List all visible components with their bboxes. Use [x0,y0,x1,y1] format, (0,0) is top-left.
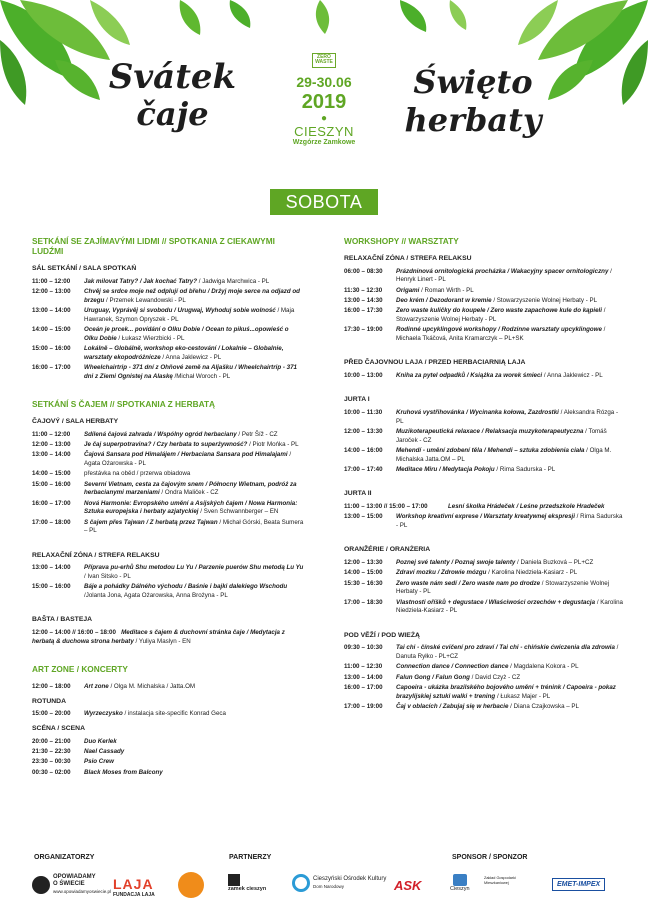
event-title: Muzikoterapeutická relaxace / Relaksacja muzykoterapeutyczna [396,428,584,435]
title-cz-line1: Svátek [108,57,237,97]
schedule-time: 10:00 – 11:30 [344,409,383,416]
partners-heading: PARTNERZY [229,854,272,861]
logo-opowiadamy [32,874,111,896]
schedule-time: 13:00 – 14:00 [344,673,383,681]
venue-heading: BAŠTA / BASTEJA [32,616,93,624]
event-title: Prázdninová ornitologická procházka / Wakacyjny spacer ornitologiczny [396,267,609,275]
schedule-desc [396,326,624,343]
venue-heading: ORANŽÉRIE / ORANŻERIA [344,546,431,554]
schedule-time: 16:00 – 17:00 [344,683,383,691]
event-title: S čajem přes Tajwan / Z herbatą przez Tajwan [84,518,218,526]
schedule-desc [84,583,304,600]
event-year: 2019 [301,91,347,113]
schedule-time: 17:00 – 17:40 [344,466,383,473]
event-title: Kniha za pytel odpadků / Książka za worek śmieci [396,372,543,379]
schedule-desc [396,599,624,616]
logo-url: www.opowiadamyoswiecie.pl [53,889,112,894]
schedule-row [32,519,304,536]
logo-text: zamek cieszyn [228,886,267,892]
schedule-time: 15:00 – 16:00 [32,345,71,352]
schedule-time: 17:00 – 18:30 [344,598,383,606]
schedule-desc [84,769,304,778]
event-host: / Petr Šíž - CZ [236,430,278,438]
schedule-desc [396,513,624,530]
schedule-desc [84,519,304,536]
schedule-time: 11:00 – 12:00 [32,430,71,438]
logo-text: Cieszyński Ośrodek Kultury [313,875,387,882]
schedule-row [32,564,304,581]
schedule-time: 17:00 – 18:00 [32,518,71,526]
schedule-row [32,629,304,646]
schedule-desc [84,564,304,581]
schedule-time: 15:30 – 16:30 [344,579,383,587]
event-host: / Stowarzyszenie Wolnej Herbaty - PL [491,297,598,304]
schedule-row [32,769,304,778]
event-title: Nová Harmonie: Evropského umění a Asijských čajem / Nowa Harmonia: Sztuka europejska i herbaty azjatyckiej [84,499,298,516]
venue-heading: RELAXAČNÍ ZÓNA / STREFA RELAKSU [32,551,160,559]
schedule-time: 20:00 – 21:00 [32,737,71,745]
grid-icon [228,874,240,886]
title-pl-line2: herbaty [404,101,542,139]
event-dates: 29-30.06 [296,74,352,90]
schedule-row [32,345,304,362]
schedule-row [344,372,624,381]
event-title: Oceán je prcek... povídání o Olku Dobie / Ocean to pikuś...opowieść o Olku Dobie [84,326,289,342]
logo-zamek [228,874,266,892]
schedule-desc [84,431,304,440]
schedule-row [344,409,624,426]
event-title: Vlastnosti oříšků + degustace / Właściwości orzechów + degustacja [396,598,596,606]
schedule-time: 11:00 – 12:00 [32,277,71,285]
leaves-top-center-decoration [170,0,470,40]
zero-waste-flag [312,53,336,68]
event-host: / Olga M. Michalska / Jatta.OM [108,683,196,690]
schedule-row [344,326,624,343]
title-cz [100,57,245,133]
event-host: přestávka na oběd / przerwa obiadowa [84,470,191,478]
logo-text: Zakład Gospodarki Mieszkaniowej [484,876,516,885]
schedule-row [32,481,304,498]
schedule-desc [396,287,624,296]
schedule-desc [396,703,624,712]
section-title: SETKÁNÍ S ČAJEM // SPOTKANIA Z HERBATĄ [32,399,216,409]
schedule-row [344,297,624,306]
schedule-desc [84,364,304,381]
event-host: / Aleksandra Rózga - PL [396,409,619,425]
event-title: Psio Crew [84,758,114,766]
event-host: / Rima Sadurska - PL [396,513,623,529]
schedule-time: 16:00 – 17:00 [32,499,71,507]
logo-ask [394,878,421,893]
schedule-desc [396,569,624,578]
logo-laja [113,876,155,898]
schedule-time: 15:00 – 20:00 [32,710,71,718]
schedule-time: 13:00 – 14:00 [32,451,71,459]
event-host: / instalacja site-specific Konrad Geca [122,710,226,718]
event-title: Kruhová vystřihovánka / Wycinanka kołowa, Zazdrostki [396,409,559,416]
schedule-time: 12:00 – 13:00 [32,288,71,295]
event-venue: Wzgórze Zamkowe [292,139,356,146]
logo-text: Dom Narodowy [313,883,345,889]
event-title: Uruguay, Vyprávěj si svobodu / Urugwaj, Wyhoduj sobie wolność [84,307,276,314]
schedule-row [32,500,304,517]
event-title: Zero waste kuličky do koupele / Zero waste zapachowe kule do kąpieli [396,307,602,315]
flag-line2: WASTE [315,59,333,65]
event-title: Jak milovat Tatry? / Jak kochać Tatry? [84,277,198,285]
event-title: Severní Vietnam, cesta za čajovým snem / Północny Wietnam, podróż za herbacianymi marzeniami [84,480,297,497]
schedule-time: 12:00 – 14:00 // 16:00 – 18:00 [32,629,116,636]
logo-cok [292,874,386,892]
schedule-row [32,441,304,450]
event-title: Nael Cassady [84,748,125,756]
venue-heading: PŘED ČAJOVNOU LAJA / PRZED HERBACIARNIĄ LAJA [344,359,526,367]
schedule-time: 00:30 – 02:00 [32,768,71,776]
schedule-desc [396,674,624,683]
event-host: / Danuta Ryłko - PL+CZ [396,644,619,660]
event-host: / Michał Górski, Beata Sumera – PL [84,518,304,535]
schedule-desc [84,758,304,767]
schedule-row [344,447,624,464]
schedule-row [344,268,624,285]
schedule-desc [84,710,304,719]
schedule-time: 11:00 – 13:00 // 15:00 – 17:00 [344,503,428,510]
event-host: / Karolina Niedziela-Kasiarz - PL [396,598,623,615]
flag-line1: ZERO [317,53,331,60]
day-banner: SOBOTA [270,189,378,215]
schedule-time: 16:00 – 17:00 [32,364,71,371]
schedule-desc [396,684,624,701]
schedule-list [344,409,624,475]
schedule-time: 15:00 – 16:00 [32,583,71,591]
event-host: / Diana Czajkowska – PL [508,702,579,710]
venue-heading: JURTA I [344,396,370,404]
schedule-row [32,758,304,767]
event-title: Čaj v oblacích / Zabujaj się w herbacie [396,702,509,710]
event-title: Lesní školka Hrádeček / Leśne przedszkole Hradeček [448,503,605,510]
event-host: / Roman Wirth - PL [419,286,474,294]
schedule-time: 13:00 – 14:00 [32,307,71,314]
schedule-row [32,307,304,324]
ring-icon [292,874,310,892]
schedule-list [32,278,304,382]
event-title: Mehendí - umění zdobení těla / Mehendi – sztuka zdobienia ciała [396,447,585,454]
event-title: Meditace Miru / Medytacja Pokoju [396,466,495,473]
schedule-desc [84,307,304,324]
schedule-time: 12:00 – 13:30 [344,428,383,435]
schedule-list [32,564,304,600]
event-title: Lokálně – Globálně, workshop eko-cestování / Lokalnie – Globalnie, warsztaty ekopodróżnicze [84,345,284,361]
logo-text: Cieszyn [450,886,470,892]
sponsor-heading: SPONSOR / SPONZOR [452,854,528,861]
schedule-list [32,431,304,536]
globe-icon [32,876,50,894]
schedule-desc [396,663,624,672]
event-host: / Rima Sadurska - PL [494,466,556,473]
event-host: / Michaela Tkáčová, Anita Kramarczyk – PL+SK [396,326,606,342]
schedule-row [344,644,624,661]
schedule-time: 14:00 – 15:00 [344,569,383,577]
schedule-desc [396,644,624,661]
section-title: WORKSHOPY // WARSZTATY [344,236,459,246]
schedule-row [32,710,304,719]
event-host: / Sven Schwannberger – EN [198,508,279,516]
separator-dot: ● [320,113,328,124]
venue-heading: JURTA II [344,490,372,498]
venue-heading: SCÉNA / SCENA [32,725,85,733]
event-title: Je čaj superpotravina? / Czy herbata to superżywność? [84,441,248,448]
logo-emet [552,878,605,891]
schedule-time: 09:30 – 10:30 [344,644,383,652]
schedule-desc [448,503,624,512]
event-title: Poznej své talenty / Poznaj swoje talenty [396,559,516,566]
schedule-row [344,599,624,616]
schedule-desc [84,748,304,757]
schedule-time: 15:00 – 16:00 [32,480,71,488]
event-host: / Magdalena Kokora - PL [508,663,579,671]
schedule-row [344,559,624,568]
schedule-desc [396,580,624,597]
event-title: Zdraví mozku / Zdrowie mózgu [396,569,487,577]
section-title: ART ZONE / KONCERTY [32,664,128,674]
schedule-desc [84,345,304,362]
event-host: / Łukasz Majer - PL [495,692,551,700]
schedule-desc [84,288,304,305]
schedule-desc [396,559,624,568]
schedule-row [344,307,624,324]
schedule-row [32,326,304,343]
event-title: Falun Gong / Falun Gong [396,673,470,681]
schedule-time: 11:30 – 12:30 [344,286,383,294]
logo-zgm [484,876,526,886]
schedule-list [344,644,624,711]
venue-heading: ROTUNDA [32,697,66,705]
schedule-desc [84,470,304,479]
schedule-desc [396,447,624,464]
event-title: Deo krém / Dezodorant w kremie [396,297,492,304]
schedule-row [344,684,624,701]
sun-icon [178,872,204,898]
schedule-time: 11:00 – 12:30 [344,663,383,671]
schedule-row [344,703,624,712]
schedule-desc [84,278,304,287]
schedule-desc [84,481,304,498]
event-host: / Maja Hawranek, Szymon Opryszek - PL [84,307,295,323]
schedule-desc [396,409,624,426]
schedule-time: 14:00 – 15:00 [32,326,71,333]
schedule-row [344,503,624,512]
schedule-time: 17:00 – 19:00 [344,702,383,710]
schedule-row [32,470,304,479]
event-host: / Karolina Niedziela-Kasiarz - PL [486,569,578,577]
event-host: / Stowarzyszenie Wolnej Herbaty - PL [396,307,606,323]
event-host: / Łukasz Wierzbicki - PL [116,334,185,342]
schedule-row [32,278,304,287]
schedule-time: 12:00 – 13:30 [344,559,383,566]
schedule-time: 13:00 – 14:00 [32,564,71,572]
schedule-row [32,683,304,692]
schedule-desc [396,297,624,306]
title-pl [398,63,548,139]
crest-icon [453,874,467,886]
event-host: / Tomáš Jaroček - CZ [396,428,607,444]
schedule-row [32,364,304,381]
event-host: / Yuliya Maslyn - EN [133,637,191,645]
event-title: Meditace s čajem & duchovní stránka čaje / Medytacja z herbatą & duchowa strona herbaty [32,629,285,645]
schedule-time: 14:00 – 16:00 [344,447,383,454]
event-title: Capoeira - ukázka brazilského bojového umění + trénink / Capoeira - pokaz brazylijskiej sztuki walki + trening [396,683,616,700]
schedule-row [344,287,624,296]
event-host: / David Czyż - CZ [469,673,521,681]
schedule-desc [396,268,624,285]
schedule-row [32,738,304,747]
event-title: Wyrzeczysko [84,710,123,718]
schedule-list [344,372,624,381]
event-title: Connection dance / Connection dance [396,663,509,671]
schedule-desc [84,683,304,692]
event-host: / Piotr Mońka - PL [247,441,299,448]
event-host: / Stowarzyszenie Wolnej Herbaty - PL [396,579,610,596]
logo-text: ASK [394,878,422,893]
schedule-row [32,748,304,757]
event-title: Rodinné upcyklingové workshopy / Rodzinne warsztaty upcyklingowe [396,326,602,334]
schedule-time: 21:30 – 22:30 [32,748,71,756]
event-host: / Jadwiga Marchwica - PL [197,277,270,285]
schedule-desc [84,500,304,517]
schedule-list [32,738,304,778]
event-title: Tai chi - čínské cvičení pro zdraví / Tai chi - chińskie ćwiczenia dla zdrowia [396,644,615,652]
schedule-desc [84,738,304,747]
event-host: / Agata Ożarowska - PL [84,451,292,467]
schedule-time: 06:00 – 08:30 [344,267,383,275]
venue-heading: ČAJOVÝ / SALA HERBATY [32,418,119,425]
schedule-list [344,559,624,616]
event-host: / Anna Jaklewicz - PL [542,372,603,379]
title-cz-line2: čaje [136,95,209,133]
event-title: Duo Kerlek [84,737,117,745]
event-title: Black Moses from Balcony [84,768,163,776]
schedule-row [344,674,624,683]
event-title: Báje a pohádky Dálného východu / Baśnie i bajki dalekiego Wschodu [84,583,288,591]
event-host: / Henryk Linert - PL [396,267,612,284]
event-host: / Przemek Lewandowski - PL [104,296,186,304]
schedule-desc [84,451,304,468]
logo-cieszyn [450,874,470,892]
schedule-time: 10:00 – 13:00 [344,372,383,379]
schedule-time: 17:30 – 19:00 [344,326,383,334]
logo-text: EMET-IMPEX [552,878,605,891]
event-title: Workshop kreativní exprese / Warsztaty kreatywnej ekspresji [396,513,575,521]
schedule-row [32,431,304,440]
event-info [268,50,380,146]
schedule-row [344,428,624,445]
event-host: /Jolanta Jona, Agata Ożarowska, Anna Brożyna - PL [84,592,228,599]
event-title: Chvěj se srdce moje než odplují od břehu / Drżyj moje serce na odjazd od brzegu [84,288,300,304]
organizers-heading: ORGANIZATORZY [34,854,95,861]
venue-heading: RELAXAČNÍ ZÓNA / STREFA RELAKSU [344,255,472,262]
left-column [32,236,304,779]
schedule-row [344,569,624,578]
event-title: Sdílená čajová zahrada / Wspólny ogród herbaciany [84,430,237,438]
event-title: Origami [396,286,420,294]
event-title: Art zone [84,683,109,690]
event-title: Čajová Sansara pod Himalájem / Herbaciana Sansara pod Himalajami [84,451,288,459]
event-city: CIESZYN [294,124,354,139]
schedule-row [32,451,304,468]
logo-text: O ŚWIECIE [53,881,85,887]
schedule-list [344,503,624,531]
venue-heading: SÁL SETKÁNÍ / SALA SPOTKAŃ [32,265,137,272]
event-title: Zero waste nám sedí / Zero waste nam po drodze [396,579,541,587]
schedule-row [32,583,304,600]
schedule-desc [84,441,304,450]
event-title: Příprava pu-erhů Shu metodou Lu Yu / Parzenie puerów Shu metodą Lu Yu [84,564,304,572]
title-pl-line1: Święto [413,63,533,101]
schedule-desc [396,372,624,381]
event-host: / Ivan Sitsko - PL [84,573,131,580]
schedule-desc [396,307,624,324]
event-host: / Ondra Maliček - CZ [159,489,219,497]
event-host: / Daniela Buzková – PL+CZ [515,559,594,566]
schedule-desc [32,629,304,646]
schedule-list [344,268,624,344]
event-host: / Olga M. Michalska Jatta.OM – PL [396,447,612,463]
schedule-row [344,513,624,530]
logo-text: FUNDACJA LAJA [113,892,155,898]
schedule-row [32,288,304,305]
schedule-time: 14:00 – 15:00 [32,470,71,478]
schedule-time: 12:00 – 13:00 [32,441,71,448]
schedule-row [344,466,624,475]
schedule-time: 13:00 – 15:00 [344,513,383,521]
schedule-time: 13:00 – 14:30 [344,297,383,304]
schedule-row [344,580,624,597]
logo-orange-circle [178,872,207,898]
logo-text: OPOWIADAMY [53,874,96,880]
schedule-desc [396,466,624,475]
schedule-desc [84,326,304,343]
right-column [344,236,624,713]
event-host: / Anna Jaklewicz - PL [160,353,222,361]
event-host: /Michał Woroch - PL [172,372,231,380]
logo-text: LAJA [113,876,154,892]
event-title: Wheelchairtrip - 371 dní z Ohňové země na Aljašku / Wheelchairtrip - 371 dni z Ziemi Ognistej na Alaskę [84,364,297,380]
schedule-desc [396,428,624,445]
schedule-time: 23:30 – 00:30 [32,758,71,766]
venue-heading: POD VĚŽÍ / POD WIEŻĄ [344,631,420,639]
section-title: SETKÁNÍ SE ZAJÍMAVÝMI LIDMI // SPOTKANIA Z CIEKAWYMI LUDŹMI [32,236,275,256]
schedule-row [344,663,624,672]
schedule-time: 12:00 – 18:00 [32,683,71,690]
schedule-time: 16:00 – 17:30 [344,307,383,315]
